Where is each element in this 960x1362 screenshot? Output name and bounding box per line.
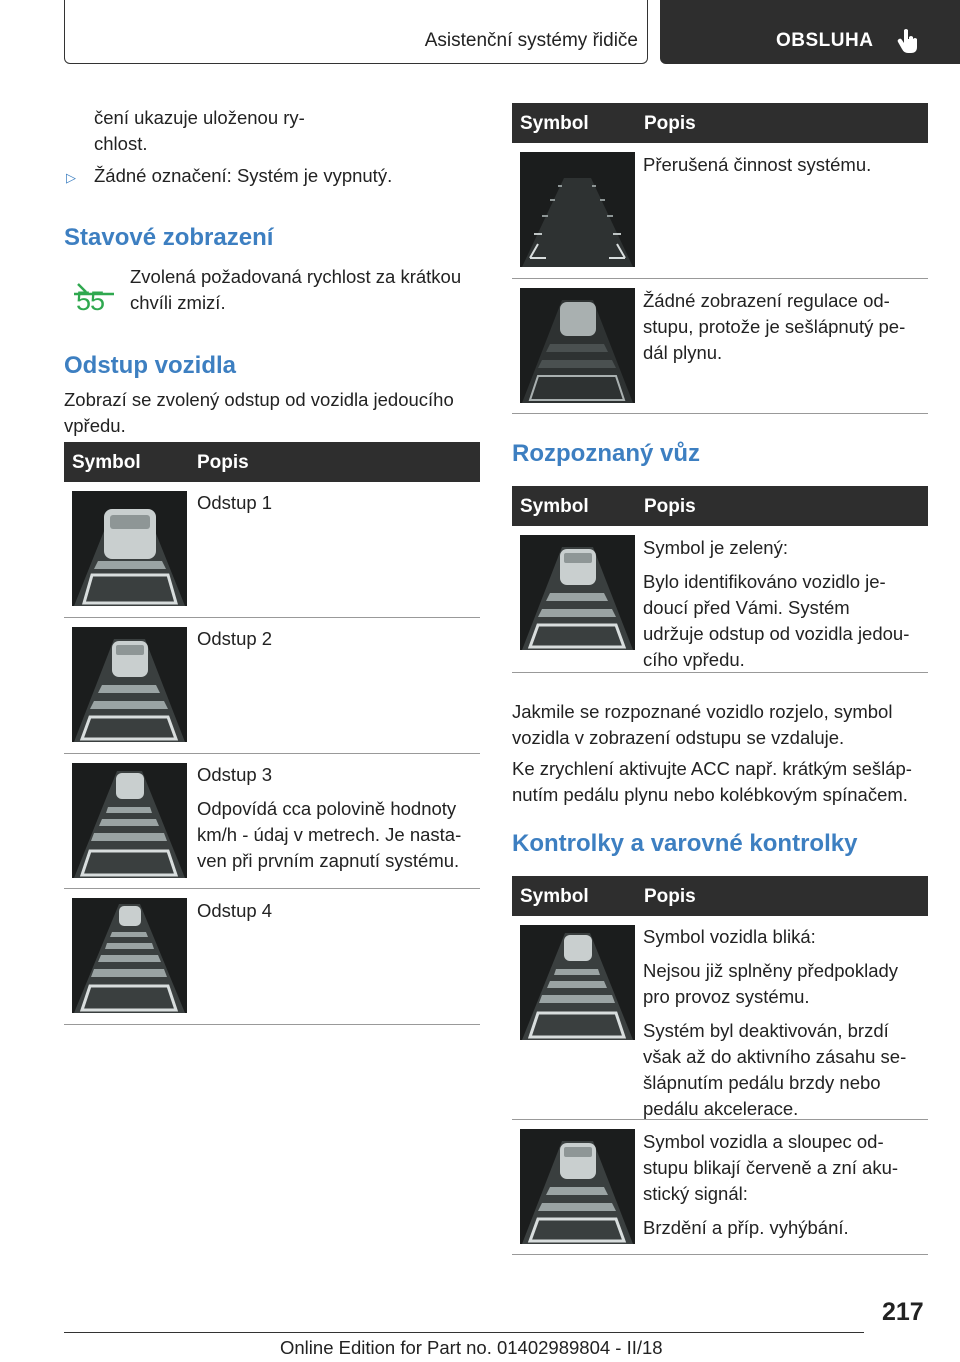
row-distance-3-cell <box>197 762 482 874</box>
vehicle-blinking-image <box>520 925 635 1040</box>
stavove-heading: Stavové zobrazení <box>64 224 274 251</box>
row-divider <box>64 753 480 754</box>
red-warning-p1-2: stupu blikají červeně a zní aku- <box>643 1157 899 1178</box>
row-distance-3-desc-3: ven při prvním zapnutí systému. <box>197 850 460 871</box>
row-divider <box>512 672 928 673</box>
distance-graphic <box>72 491 187 606</box>
row-distance-3-desc-2: km/h - údaj v metrech. Je nasta- <box>197 824 462 845</box>
chapter-label: OBSLUHA <box>776 30 874 51</box>
recognized-p2-4: cího vpředu. <box>643 649 745 670</box>
footer-divider <box>64 1332 864 1333</box>
no-regulation-line-1: Žádné zobrazení regulace od- <box>643 290 890 311</box>
interrupted-text: Přerušená činnost systému. <box>643 154 872 175</box>
para2-line2: nutím pedálu plynu nebo kolébkovým spínačem. <box>512 784 908 805</box>
speed-number: 55 <box>76 286 105 316</box>
red-warning-p1-1: Symbol vozidla a sloupec od- <box>643 1131 884 1152</box>
edition-text: Online Edition for Part no. 01402989804 - II/18 <box>280 1337 663 1358</box>
no-regulation-line-3: dál plynu. <box>643 342 723 363</box>
recognized-cell <box>643 535 928 673</box>
recognized-p2-1: Bylo identifikováno vozidlo je- <box>643 571 886 592</box>
red-warning-cell <box>643 1129 928 1241</box>
blinking-p1: Symbol vozidla bliká: <box>643 926 816 947</box>
blinking-cell <box>643 924 928 1122</box>
red-warning-graphic <box>520 1129 635 1244</box>
red-warning-p1-3: stický signál: <box>643 1183 748 1204</box>
col-popis: Popis <box>644 496 696 517</box>
para2-line1: Ke zrychlení aktivujte ACC např. krátkým sešláp- <box>512 758 912 779</box>
para1-line2: vozidla v zobrazení odstupu se vzdaluje. <box>512 727 845 748</box>
kontrolky-heading: Kontrolky a varovné kontrolky <box>512 830 858 857</box>
recognized-graphic <box>520 535 635 650</box>
recognized-vehicle-image <box>520 535 635 650</box>
intro-line-2: chlost. <box>94 133 148 154</box>
bullet-triangle-icon: ▷ <box>66 170 76 185</box>
col-popis: Popis <box>644 113 696 134</box>
interrupted-graphic <box>520 152 635 267</box>
row-distance-3-desc-1: Odpovídá cca polovině hodnoty <box>197 798 457 819</box>
col-symbol: Symbol <box>520 496 589 517</box>
distance-graphic <box>72 898 187 1013</box>
no-regulation-cell <box>643 288 928 366</box>
hand-pointer-icon <box>896 28 920 59</box>
distance-graphic <box>72 627 187 742</box>
row-divider <box>512 1119 928 1120</box>
col-popis: Popis <box>197 452 249 473</box>
bullet-text: Žádné označení: Systém je vypnutý. <box>94 165 393 186</box>
row-divider <box>64 888 480 889</box>
blinking-graphic <box>520 925 635 1040</box>
red-warning-p2: Brzdění a příp. vyhýbání. <box>643 1217 849 1238</box>
blinking-p3-3: šlápnutím pedálu brzdy nebo <box>643 1072 881 1093</box>
distance-2-image <box>72 627 187 742</box>
row-distance-2-text: Odstup 2 <box>197 628 273 649</box>
distance-3-image <box>72 763 187 878</box>
right-table3-header <box>512 876 928 916</box>
col-symbol: Symbol <box>72 452 141 473</box>
row-divider <box>512 1254 928 1255</box>
odstup-heading: Odstup vozidla <box>64 352 237 379</box>
red-warning-image <box>520 1129 635 1244</box>
col-symbol: Symbol <box>520 113 589 134</box>
intro-line-1: čení ukazuje uloženou ry- <box>94 107 305 128</box>
blinking-p2-1: Nejsou již splněny předpoklady <box>643 960 899 981</box>
row-divider <box>512 278 928 279</box>
blinking-p3-4: pedálu akcelerace. <box>643 1098 799 1119</box>
blinking-p3-1: Systém byl deaktivován, brzdí <box>643 1020 889 1041</box>
no-regulation-image <box>520 288 635 403</box>
row-divider <box>64 617 480 618</box>
recognized-p1: Symbol je zelený: <box>643 537 788 558</box>
para1-line1: Jakmile se rozpoznané vozidlo rozjelo, symbol <box>512 701 893 722</box>
recognized-p2-2: doucí před Vámi. Systém <box>643 597 850 618</box>
rozpoznany-heading: Rozpoznaný vůz <box>512 440 701 467</box>
page-number: 217 <box>882 1298 924 1326</box>
blinking-p3-2: však až do aktivního zásahu se- <box>643 1046 907 1067</box>
no-regulation-graphic <box>520 288 635 403</box>
row-divider <box>512 413 928 414</box>
stav-text-1: Zvolená požadovaná rychlost za krátkou <box>130 266 462 287</box>
section-title: Asistenční systémy řidiče <box>424 30 638 51</box>
row-distance-4-text: Odstup 4 <box>197 900 273 921</box>
col-symbol: Symbol <box>520 886 589 907</box>
col-popis: Popis <box>644 886 696 907</box>
stav-text-2: chvíli zmizí. <box>130 292 226 313</box>
interrupted-image <box>520 152 635 267</box>
odstup-text-1: Zobrazí se zvolený odstup od vozidla jedoucího <box>64 389 454 410</box>
blinking-p2-2: pro provoz systému. <box>643 986 810 1007</box>
row-distance-3-title: Odstup 3 <box>197 764 273 785</box>
distance-4-image <box>72 898 187 1013</box>
recognized-p2-3: udržuje odstup od vozidla jedou- <box>643 623 910 644</box>
odstup-text-2: vpředu. <box>64 415 126 436</box>
row-divider <box>64 1024 480 1025</box>
row-distance-1-text: Odstup 1 <box>197 492 273 513</box>
right-table1-header <box>512 103 928 143</box>
no-regulation-line-2: stupu, protože je sešlápnutý pe- <box>643 316 906 337</box>
left-table-header <box>64 442 480 482</box>
distance-graphic <box>72 763 187 878</box>
right-table2-header <box>512 486 928 526</box>
distance-1-image <box>72 491 187 606</box>
